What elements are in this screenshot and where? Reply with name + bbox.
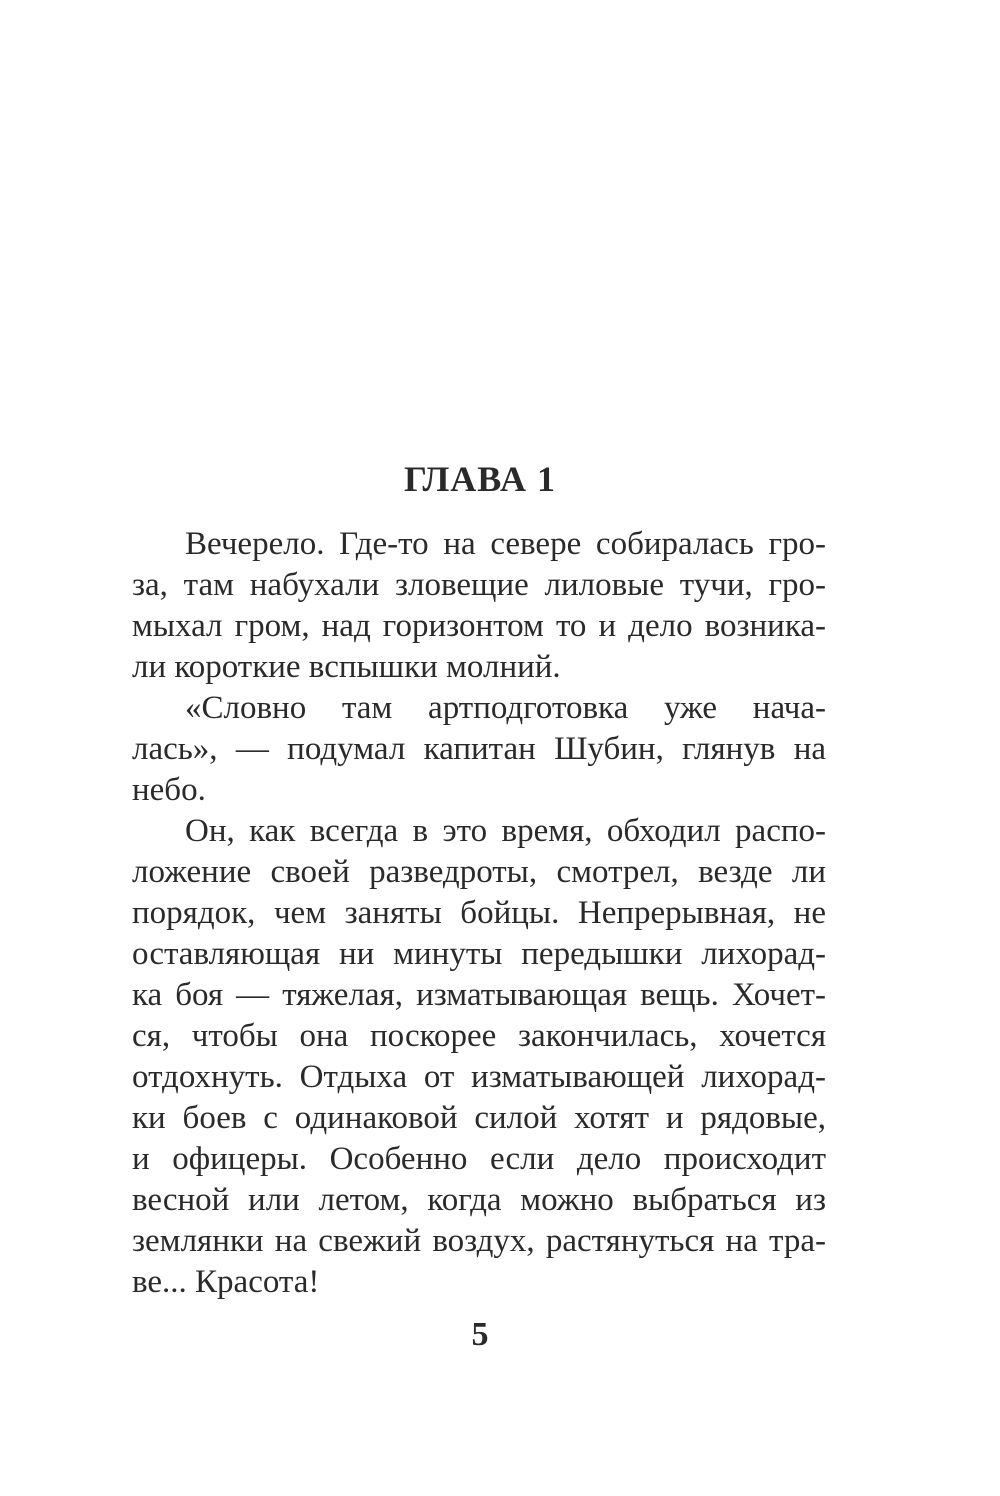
body-text <box>132 524 826 1303</box>
text-line: землянки на свежий воздух, растянуться на тра- <box>132 1223 826 1259</box>
text-line: ка боя — тяжелая, изматывающая вещь. Хочет- <box>132 977 826 1013</box>
text-line: лась», — подумал капитан Шубин, глянув на <box>132 731 826 767</box>
text-line: за, там набухали зловещие лиловые тучи, гро- <box>132 567 826 603</box>
text-line: ки боев с одинаковой силой хотят и рядовые, <box>132 1100 826 1136</box>
text-line: ли короткие вспышки молний. <box>132 649 561 685</box>
text-line: ве... Красота! <box>132 1264 320 1300</box>
page-number: 5 <box>471 1316 489 1353</box>
text-line: оставляющая ни минуты передышки лихорад- <box>132 936 826 972</box>
text-line: Вечерело. Где-то на севере собиралась гро- <box>185 526 826 562</box>
text-line: Он, как всегда в это время, обходил распо- <box>185 813 826 849</box>
text-line: ложение своей разведроты, смотрел, везде ли <box>132 854 826 890</box>
text-line: порядок, чем заняты бойцы. Непрерывная, не <box>132 895 826 931</box>
text-line: и офицеры. Особенно если дело происходит <box>132 1141 826 1177</box>
text-line: весной или летом, когда можно выбраться из <box>132 1182 826 1218</box>
text-line: мыхал гром, над горизонтом то и дело возника- <box>132 608 826 644</box>
text-line: ся, чтобы она поскорее закончилась, хочется <box>132 1018 826 1054</box>
chapter-title: ГЛАВА 1 <box>403 459 557 499</box>
text-line: отдохнуть. Отдыха от изматывающей лихорад- <box>132 1059 826 1095</box>
text-line: «Словно там артподготовка уже нача- <box>185 690 826 726</box>
text-line: небо. <box>132 772 206 808</box>
